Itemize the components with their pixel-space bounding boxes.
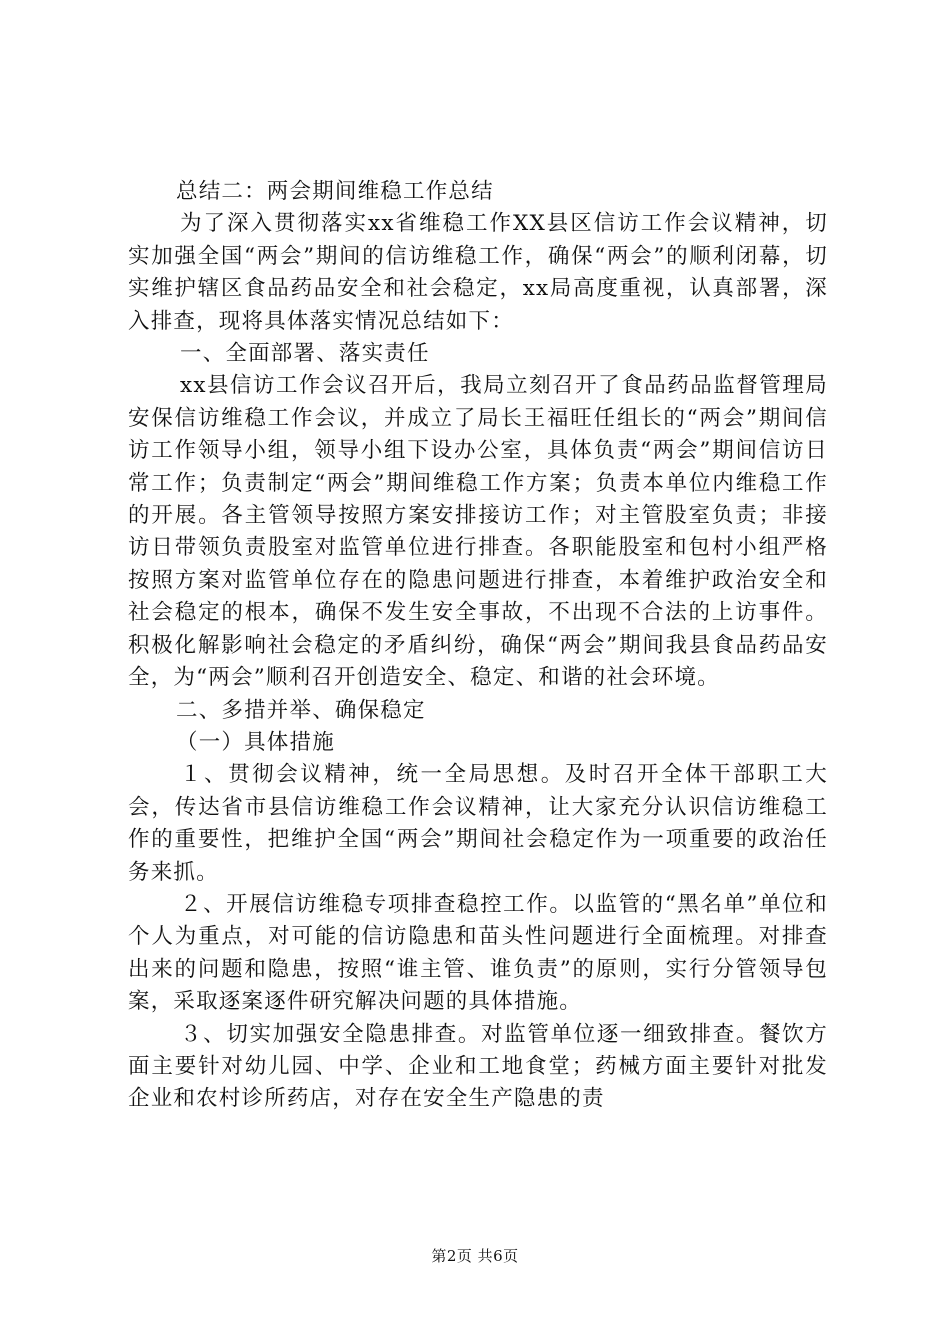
- page-number-footer: 第2页 共6页: [431, 1247, 519, 1265]
- document-body: [128, 176, 828, 1116]
- measure-2-paragraph: ２、开展信访维稳专项排查稳控工作。以监管的“黑名单”单位和个人为重点，对可能的信访隐患和苗头性问题进行全面梳理。对排查出来的问题和隐患，按照“谁主管、谁负责”的原则，实行分管领导包案，采取逐案逐件研究解决问题的具体措施。: [128, 891, 828, 1015]
- measure-3-paragraph: ３、切实加强安全隐患排查。对监管单位逐一细致排查。餐饮方面主要针对幼儿园、中学、企业和工地食堂；药械方面主要针对批发企业和农村诊所药店，对存在安全生产隐患的责: [128, 1021, 828, 1112]
- measure-1-paragraph: １、贯彻会议精神，统一全局思想。及时召开全体干部职工大会，传达省市县信访维稳工作会议精神，让大家充分认识信访维稳工作的重要性，把维护全国“两会”期间社会稳定作为一项重要的政治任务来抓。: [128, 762, 828, 885]
- subsection-heading: （一）具体措施: [176, 729, 335, 755]
- section-1-paragraph: xx县信访工作会议召开后，我局立刻召开了食品药品监督管理局安保信访维稳工作会议，并成立了局长王福旺任组长的“两会”期间信访工作领导小组，领导小组下设办公室，具体负责“两会”期间信访日常工作；负责制定“两会”期间维稳工作方案；负责本单位内维稳工作的开展。各主管领导按照方案安排接访工作；对主管股室负责；非接访日带领负责股室对监管单位进行排查。各职能股室和包村小组严格按照方案对监管单位存在的隐患问题进行排查，本着维护政治安全和社会稳定的根本，确保不发生安全事故，不出现不合法的上访事件。积极化解影响社会稳定的矛盾纠纷，确保“两会”期间我县食品药品安全，为“两会”顺利召开创造安全、稳定、和谐的社会环境。: [128, 373, 828, 691]
- section-heading-2: 二、多措并举、确保稳定: [176, 697, 426, 723]
- section-heading-1: 一、全面部署、落实责任: [180, 341, 430, 367]
- document-title: 总结二：两会期间维稳工作总结: [176, 179, 494, 204]
- intro-paragraph: 为了深入贯彻落实xx省维稳工作XX县区信访工作会议精神，切实加强全国“两会”期间的信访维稳工作，确保“两会”的顺利闭幕，切实维护辖区食品药品安全和社会稳定，xx局高度重视，认真部署，深入排查，现将具体落实情况总结如下：: [128, 211, 828, 334]
